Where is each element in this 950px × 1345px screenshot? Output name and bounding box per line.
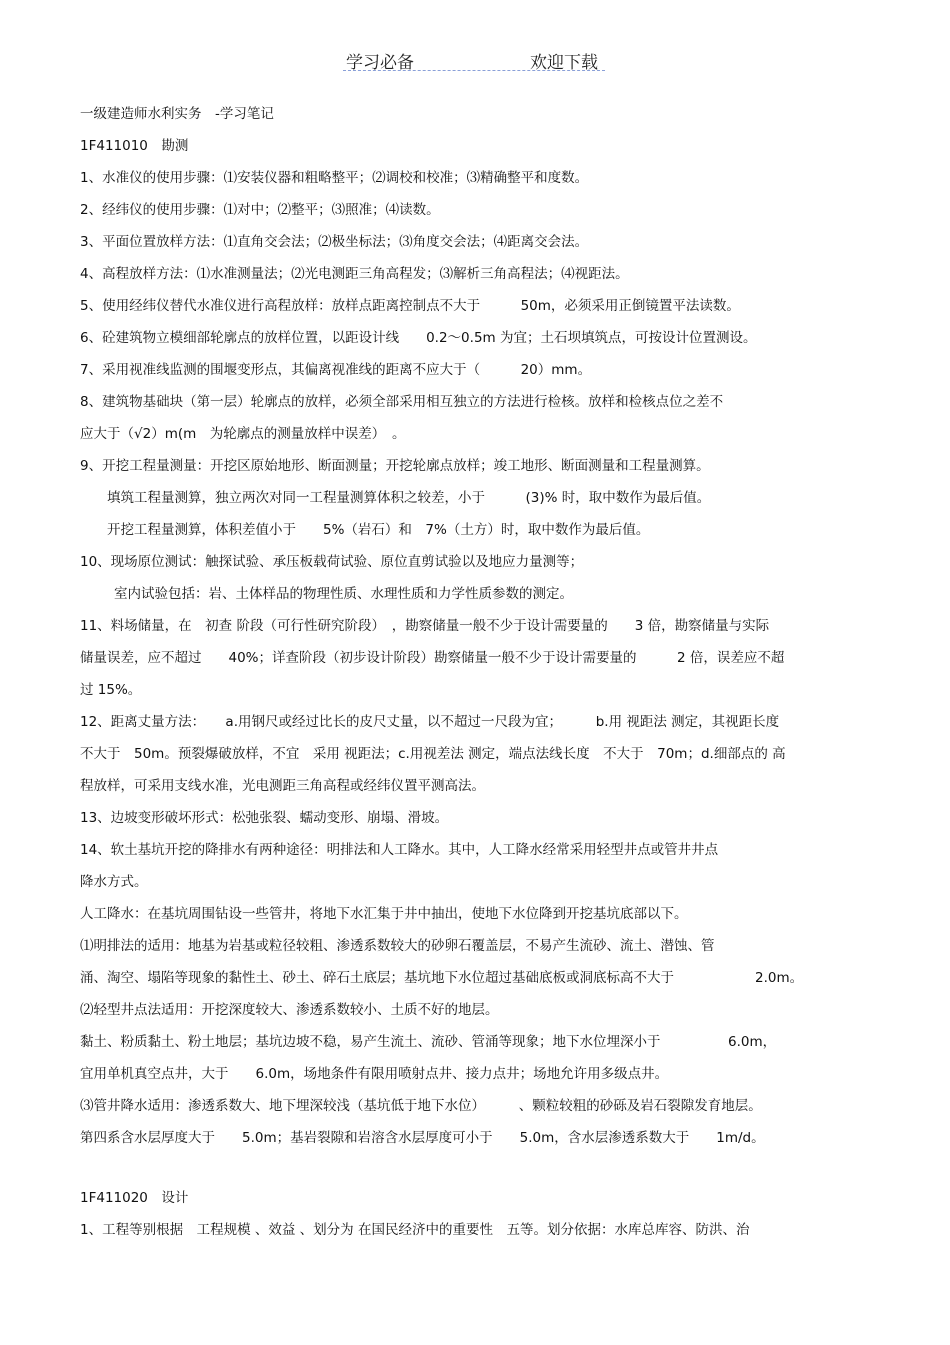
text-line: 不大于 50m。预裂爆破放样，不宜 采用 视距法；c.用视差法 测定，端点法线长度 不大于 70m；d.细部点的 高 xyxy=(80,746,786,762)
text-line: 降水方式。 xyxy=(80,874,148,890)
text-line: 应大于（√2）m(m 为轮廓点的测量放样中误差） 。 xyxy=(80,426,406,442)
text-line: 第四系含水层厚度大于 5.0m；基岩裂隙和岩溶含水层厚度可小于 5.0m，含水层渗透系数大于 1m/d。 xyxy=(80,1130,765,1146)
text-line: 1、工程等别根据 工程规模 、效益 、划分为 在国民经济中的重要性 五等。划分依据：水库总库容、防洪、治 xyxy=(80,1222,750,1238)
text-line: 7、采用视准线监测的围堰变形点，其偏离视准线的距离不应大于（ 20）mm。 xyxy=(80,362,592,378)
text-line: 程放样，可采用支线水准，光电测距三角高程或经纬仪置平测高法。 xyxy=(80,778,485,794)
text-line: 4、高程放样方法：⑴水准测量法；⑵光电测距三角高程发；⑶解析三角高程法；⑷视距法。 xyxy=(80,266,629,282)
text-line: 储量误差，应不超过 40%；详查阶段（初步设计阶段）勘察储量一般不少于设计需要量的 2 倍，误差应不超 xyxy=(80,650,785,666)
text-line: 10、现场原位测试：触探试验、承压板载荷试验、原位直剪试验以及地应力量测等； xyxy=(80,554,584,570)
text-line: 一级建造师水利实务 -学习笔记 xyxy=(80,106,274,122)
text-line: 人工降水：在基坑周围钻设一些管井，将地下水汇集于井中抽出，使地下水位降到开挖基坑底部以下。 xyxy=(80,906,688,922)
text-line: 5、使用经纬仪替代水准仪进行高程放样：放样点距离控制点不大于 50m，必须采用正倒镜置平法读数。 xyxy=(80,298,740,314)
text-line: 1F411010 勘测 xyxy=(80,138,189,154)
text-line: 1F411020 设计 xyxy=(80,1190,189,1206)
text-line: 宜用单机真空点井，大于 6.0m，场地条件有限用喷射点井、接力点井；场地允许用多级点井。 xyxy=(80,1066,669,1082)
text-line: 涌、淘空、塌陷等现象的黏性土、砂土、碎石土底层；基坑地下水位超过基础底板或洞底标高不大于 2.0m。 xyxy=(80,970,804,986)
text-line: 14、软土基坑开挖的降排水有两种途径：明排法和人工降水。其中，人工降水经常采用轻型井点或管井井点 xyxy=(80,842,719,858)
text-line: 8、建筑物基础块（第一层）轮廓点的放样，必须全部采用相互独立的方法进行检核。放样和检核点位之差不 xyxy=(80,394,724,410)
text-line: 黏土、粉质黏土、粉土地层；基坑边坡不稳，易产生流土、流砂、管涌等现象；地下水位埋深小于 6.0m， xyxy=(80,1034,777,1050)
text-line: 开挖工程量测算，体积差值小于 5%（岩石）和 7%（土方）时，取中数作为最后值。 xyxy=(107,522,650,538)
text-line: ⑵轻型井点法适用：开挖深度较大、渗透系数较小、土质不好的地层。 xyxy=(80,1002,499,1018)
header-left-text: 学习必备 xyxy=(346,53,414,73)
header-right-text: 欢迎下载 xyxy=(530,53,598,73)
text-line: 1、水准仪的使用步骤：⑴安装仪器和粗略整平；⑵调校和校准；⑶精确整平和度数。 xyxy=(80,170,589,186)
text-line: 12、距离丈量方法： a.用钢尺或经过比长的皮尺丈量，以不超过一尺段为宜； b.用 视距法 测定，其视距长度 xyxy=(80,714,780,730)
text-line: 填筑工程量测算，独立两次对同一工程量测算体积之较差，小于 (3)% 时，取中数作为最后值。 xyxy=(107,490,711,506)
text-line: 13、边坡变形破坏形式：松弛张裂、蠕动变形、崩塌、滑坡。 xyxy=(80,810,449,826)
text-line: 3、平面位置放样方法：⑴直角交会法；⑵极坐标法；⑶角度交会法；⑷距离交会法。 xyxy=(80,234,589,250)
document-body xyxy=(80,98,880,1246)
text-line: 11、料场储量，在 初查 阶段（可行性研究阶段） ，勘察储量一般不少于设计需要量的 3 倍，勘察储量与实际 xyxy=(80,618,770,634)
section-gap xyxy=(80,1154,880,1182)
header-dashed-rule xyxy=(343,70,605,71)
text-line: 9、开挖工程量测量：开挖区原始地形、断面测量；开挖轮廓点放样；竣工地形、断面测量和工程量测算。 xyxy=(80,458,710,474)
text-line: 6、砼建筑物立模细部轮廓点的放样位置，以距设计线 0.2～0.5m 为宜；土石坝填筑点，可按设计位置测设。 xyxy=(80,330,757,346)
text-line: 2、经纬仪的使用步骤：⑴对中；⑵整平；⑶照准；⑷读数。 xyxy=(80,202,440,218)
page-header xyxy=(0,48,950,74)
text-line: ⑴明排法的适用：地基为岩基或粒径较粗、渗透系数较大的砂卵石覆盖层，不易产生流砂、流土、潜蚀、管 xyxy=(80,938,715,954)
text-line: 室内试验包括：岩、土体样品的物理性质、水理性质和力学性质参数的测定。 xyxy=(114,586,573,602)
text-line: 过 15%。 xyxy=(80,682,142,698)
text-line: ⑶管井降水适用：渗透系数大、地下埋深较浅（基坑低于地下水位） 、颗粒较粗的砂砾及岩石裂隙发育地层。 xyxy=(80,1098,762,1114)
